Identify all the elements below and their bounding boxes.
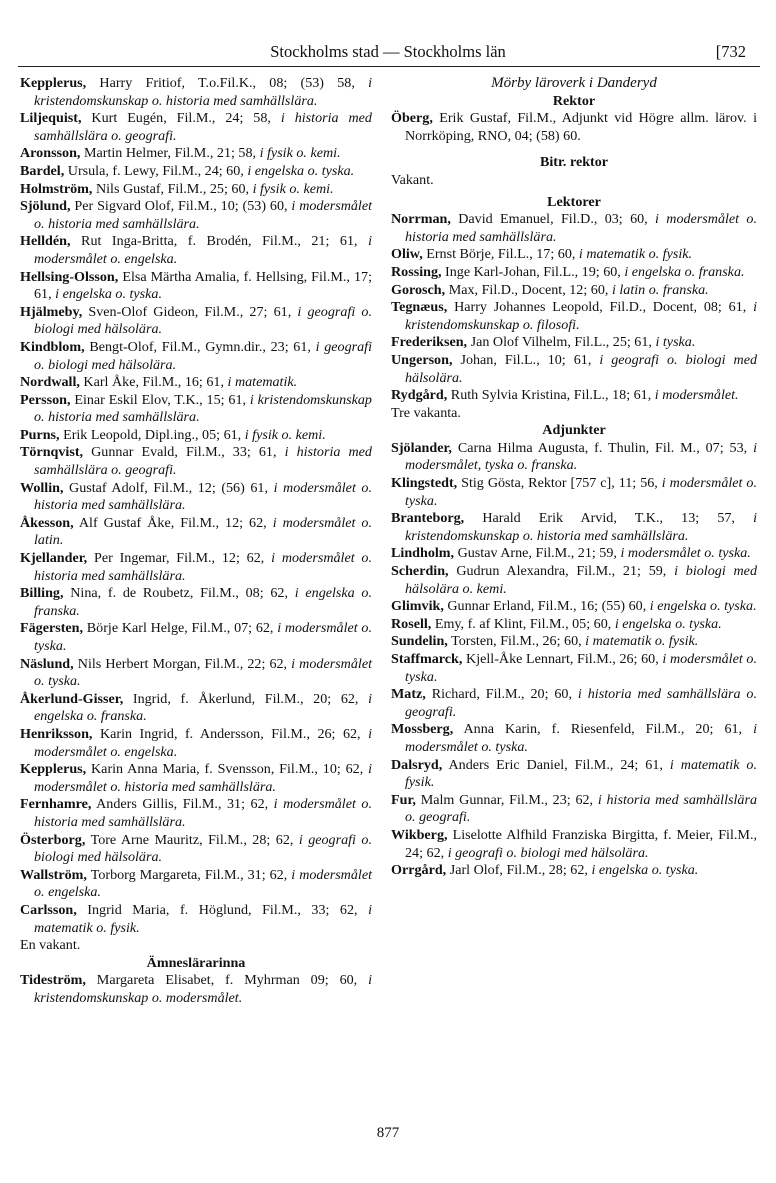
running-title: Stockholms stad — Stockholms län <box>270 42 506 61</box>
entry-subjects: i modersmålet o. tyska. <box>34 620 372 654</box>
entry <box>20 233 372 268</box>
entry <box>20 902 372 937</box>
entry-name: Kepplerus, <box>20 761 87 778</box>
entry-name: Sjölund, <box>20 198 71 215</box>
entry-subjects: i matematik o. fysik. <box>34 901 372 936</box>
entry-info: Börje Karl Helge, Fil.M., 07; 62, <box>83 620 278 637</box>
section-heading-adjunkter: Adjunkter <box>542 422 606 439</box>
entry-subjects: i modersmålet o. historia med samhällslära. <box>405 211 758 245</box>
entry-subjects: i kristendomskunskap o. filosofi. <box>405 299 757 333</box>
entry-info: Jan Olof Vilhelm, Fil.L., 25; 61, <box>467 334 656 351</box>
entry <box>391 616 757 634</box>
entry-info: Malm Gunnar, Fil.M., 23; 62, <box>415 791 598 808</box>
entry <box>391 545 757 563</box>
entry <box>391 862 757 880</box>
entry <box>20 620 372 655</box>
entry-name: Matz, <box>391 686 426 703</box>
bitr-rektor-vacant: Vakant. <box>391 171 434 188</box>
entry-subjects: i biologi med hälsolära o. kemi. <box>405 563 757 597</box>
entry-name: Persson, <box>20 391 71 408</box>
entry-subjects: i modersmålet o. historia med samhällslära. <box>34 550 372 584</box>
entry-subjects: i modersmålet. <box>654 387 739 404</box>
entry-info: Liselotte Alfhild Franziska Birgitta, f. Meier, Fil.M., 24; 62, <box>405 826 757 861</box>
entry-info: Kjell-Åke Lennart, Fil.M., 26; 60, <box>462 651 663 667</box>
entry-subjects: i modersmålet, tyska o. franska. <box>405 439 757 474</box>
entry-info: Torsten, Fil.M., 26; 60, <box>447 633 586 650</box>
entry-info: Karin Anna Maria, f. Svensson, Fil.M., 10; 62, <box>86 761 369 778</box>
entry-info: Martin Helmer, Fil.M., 21; 58, <box>80 145 260 162</box>
entry-info: Einar Eskil Elov, T.K., 15; 61, <box>70 391 250 408</box>
entry <box>20 75 372 110</box>
entry-subjects: i historia med samhällslära o. geografi. <box>34 110 372 144</box>
page-number: 877 <box>376 1125 400 1141</box>
entry-info: Anders Gillis, Fil.M., 31; 62, <box>91 796 274 813</box>
entry-subjects: i modersmålet o. historia med samhällslära. <box>34 796 372 830</box>
entry-info: Harry Johannes Leopold, Fil.D., Docent, 08; 61, <box>447 299 754 316</box>
entry-info: Harry Fritiof, T.o.Fil.K., 08; (53) 58, <box>86 75 369 91</box>
entry-subjects: i kristendomskunskap o. historia med samhällslära. <box>34 75 372 109</box>
entry-name: Helldén, <box>20 233 71 250</box>
entry-subjects: i kristendomskunskap o. modersmålet. <box>34 972 372 1006</box>
entry-subjects: i fysik o. kemi. <box>244 426 326 443</box>
entry-subjects: i geografi o. biologi med hälsolära. <box>34 303 372 338</box>
entry <box>20 972 372 1007</box>
entry-info: Ernst Börje, Fil.L., 17; 60, <box>422 246 579 263</box>
entry <box>391 563 757 598</box>
entry-name: Sundelin, <box>391 633 448 650</box>
entry-info: Karl Åke, Fil.M., 16; 61, <box>79 374 228 391</box>
entry <box>20 726 372 761</box>
entry <box>391 110 757 145</box>
entry <box>391 686 757 721</box>
entry <box>20 181 372 199</box>
entry-subjects: i matematik. <box>227 374 298 391</box>
entry-name: Kjellander, <box>20 550 88 567</box>
entry-subjects: i engelska o. tyska. <box>247 162 355 179</box>
entry-info: Anna Karin, f. Riesenfeld, Fil.M., 20; 61, <box>453 721 754 738</box>
entry-info: Per Ingemar, Fil.M., 12; 62, <box>87 550 272 567</box>
entry-name: Billing, <box>20 585 64 602</box>
entry-subjects: i historia med samhällslära o. geografi. <box>405 686 758 720</box>
entry-info: Torborg Margareta, Fil.M., 31; 62, <box>86 866 292 883</box>
entry <box>391 757 757 792</box>
entry <box>20 269 372 304</box>
entry <box>391 633 757 651</box>
entry <box>20 339 372 374</box>
entry-info: Emy, f. af Klint, Fil.M., 05; 60, <box>431 615 615 632</box>
entry-name: Liljequist, <box>20 110 82 127</box>
entry-name: Wallström, <box>20 866 87 883</box>
entry-subjects: i engelska o. tyska. <box>55 286 162 303</box>
entry <box>20 796 372 831</box>
right-column <box>391 75 757 880</box>
entry-subjects: i geografi o. biologi med hälsolära. <box>34 831 372 866</box>
entry-name: Nordwall, <box>20 374 80 391</box>
entry-subjects: i fysik o. kemi. <box>252 180 334 197</box>
entry-info: Bengt-Olof, Fil.M., Gymn.dir., 23; 61, <box>84 338 316 355</box>
entry-subjects: i geografi o. biologi med hälsolära. <box>447 844 649 861</box>
entry-info: Nils Herbert Morgan, Fil.M., 22; 62, <box>73 655 292 672</box>
entry-name: Bardel, <box>20 162 65 179</box>
entry-info: Harald Erik Arvid, T.K., 13; 57, <box>464 510 754 527</box>
entry-subjects: i engelska o. tyska. <box>649 598 757 615</box>
entry-info: David Emanuel, Fil.D., 03; 60, <box>450 211 656 228</box>
entry-name: Staffmarck, <box>391 651 463 667</box>
entry-name: Gorosch, <box>391 281 446 298</box>
entry-name: Tideström, <box>20 972 86 989</box>
entry-name: Sjölander, <box>391 439 452 456</box>
entry <box>20 374 372 392</box>
entry-info: Sven-Olof Gideon, Fil.M., 27; 61, <box>82 303 298 320</box>
entry-subjects: i engelska o. franska. <box>624 263 745 280</box>
entry-name: Ungerson, <box>391 351 453 368</box>
entry-name: Wollin, <box>20 479 64 496</box>
entry-subjects: i historia med samhällslära o. geografi. <box>34 444 372 479</box>
entry-info: Elsa Märtha Amalia, f. Hellsing, Fil.M., 17; 61, <box>34 268 372 303</box>
entry-subjects: i engelska o. tyska. <box>614 615 722 632</box>
entry-info: Johan, Fil.L., 10; 61, <box>452 351 600 368</box>
entry-info: Carna Hilma Augusta, f. Thulin, Fil. M., 07; 53, <box>451 439 754 456</box>
entry-name: Lindholm, <box>391 545 455 562</box>
entry-name: Kepplerus, <box>20 75 87 91</box>
entry-info: Alf Gustaf Åke, Fil.M., 12; 62, <box>73 514 273 531</box>
entry-info: Gustaf Adolf, Fil.M., 12; (56) 61, <box>63 479 274 496</box>
entry-subjects: i modersmålet o. tyska. <box>405 651 757 685</box>
entry <box>20 550 372 585</box>
entry <box>20 110 372 145</box>
entry-name: Österborg, <box>20 831 86 848</box>
entry <box>391 792 757 827</box>
entry-info: Anders Eric Daniel, Fil.M., 24; 61, <box>442 756 670 773</box>
entry <box>20 304 372 339</box>
entry <box>391 246 757 264</box>
entry <box>391 211 757 246</box>
entry-name: Holmström, <box>20 180 93 197</box>
entry-subjects: i modersmålet o. engelska. <box>34 866 372 901</box>
entry-name: Fägersten, <box>20 620 84 637</box>
entry-subjects: i kristendomskunskap o. historia med samhällslära. <box>405 510 757 544</box>
entry <box>20 480 372 515</box>
entry-subjects: i modersmålet o. latin. <box>34 514 372 549</box>
entry-name: Henriksson, <box>20 725 93 742</box>
entry-name: Hellsing-Olsson, <box>20 268 119 285</box>
entry-name: Glimvik, <box>391 598 444 615</box>
left-entry-list <box>20 75 372 937</box>
entry-info: Rut Inga-Britta, f. Brodén, Fil.M., 21; 61, <box>70 233 369 250</box>
entry-info: Erik Leopold, Dipl.ing., 05; 61, <box>59 426 245 443</box>
page-reference: [732 <box>715 42 746 61</box>
entry-info: Kurt Eugén, Fil.M., 24; 58, <box>81 110 281 127</box>
entry-subjects: i geografi o. biologi med hälsolära. <box>405 351 757 386</box>
entry-subjects: i modersmålet o. engelska. <box>34 233 372 267</box>
entry-subjects: i modersmålet o. tyska. <box>620 545 751 562</box>
lektor-entry-list <box>391 211 757 405</box>
entry-subjects: i modersmålet o. tyska. <box>405 721 757 755</box>
entry-name: Branteborg, <box>391 510 465 527</box>
left-vacant-note: En vakant. <box>20 937 81 954</box>
entry-name: Rosell, <box>391 615 432 632</box>
entry-info: Jarl Olof, Fil.M., 28; 62, <box>446 862 592 879</box>
entry <box>20 832 372 867</box>
entry-name: Dalsryd, <box>391 756 443 773</box>
header-rule <box>18 66 760 67</box>
entry-name: Scherdin, <box>391 563 449 580</box>
entry-subjects: i modersmålet o. tyska. <box>405 475 758 509</box>
section-heading-bitr-rektor: Bitr. rektor <box>539 154 609 171</box>
entry <box>391 510 757 545</box>
entry-subjects: i modersmålet o. historia med samhällslära. <box>34 479 372 514</box>
page-header <box>0 42 776 68</box>
entry-subjects: i matematik o. fysik. <box>578 246 693 263</box>
entry-subjects: i modersmålet o. historia med samhällslära. <box>34 761 372 795</box>
entry-subjects: i engelska o. franska. <box>34 585 373 619</box>
entry-name: Wikberg, <box>391 826 448 843</box>
entry-info: Stig Gösta, Rektor [757 c], 11; 56, <box>457 475 662 492</box>
entry <box>20 444 372 479</box>
entry-name: Åkerlund-Gisser, <box>20 690 124 707</box>
entry <box>391 334 757 352</box>
entry-subjects: i engelska o. tyska. <box>591 862 699 879</box>
entry-info: Inge Karl-Johan, Fil.L., 19; 60, <box>441 263 625 280</box>
entry-name: Åkesson, <box>20 514 74 531</box>
entry-name: Purns, <box>20 426 60 443</box>
entry-name: Orrgård, <box>391 862 447 879</box>
section-heading-amneslararinna: Ämneslärarinna <box>146 954 246 971</box>
entry-name: Norrman, <box>391 211 451 228</box>
entry-info: Gunnar Evald, Fil.M., 33; 61, <box>83 444 285 461</box>
entry-name: Näslund, <box>20 655 74 672</box>
entry-name: Mossberg, <box>391 721 454 738</box>
entry <box>391 598 757 616</box>
section-heading-lektorer: Lektorer <box>547 193 601 210</box>
entry-subjects: i tyska. <box>655 334 696 351</box>
entry <box>20 691 372 726</box>
entry <box>391 352 757 387</box>
entry <box>391 651 757 686</box>
lektorer-vacant-note: Tre vakanta. <box>391 404 461 421</box>
entry-subjects: i modersmålet o. engelska. <box>34 725 372 760</box>
entry-name: Hjälmeby, <box>20 303 83 320</box>
entry-subjects: i latin o. franska. <box>611 281 709 298</box>
section-heading-rektor: Rektor <box>552 92 596 109</box>
entry-subjects: i historia med samhällslära o. geografi. <box>405 791 757 826</box>
entry <box>20 427 372 445</box>
entry-subjects: i fysik o. kemi. <box>259 145 341 162</box>
entry-name: Fur, <box>391 791 416 808</box>
entry-name: Tegnæus, <box>391 299 448 316</box>
entry <box>20 867 372 902</box>
entry-subjects: i matematik o. fysik. <box>405 756 757 791</box>
entry <box>391 827 757 862</box>
entry-info: Ursula, f. Lewy, Fil.M., 24; 60, <box>64 162 248 179</box>
entry <box>20 145 372 163</box>
entry-info: Ruth Sylvia Kristina, Fil.L., 18; 61, <box>447 387 655 404</box>
entry-name: Rossing, <box>391 263 442 280</box>
entry-info: Nina, f. de Roubetz, Fil.M., 08; 62, <box>63 585 295 602</box>
entry-info: Ingrid Maria, f. Höglund, Fil.M., 33; 62, <box>76 901 369 918</box>
entry-subjects: i geografi o. biologi med hälsolära. <box>34 338 372 373</box>
entry-info: Per Sigvard Olof, Fil.M., 10; (53) 60, <box>70 198 292 215</box>
entry-info: Gudrun Alexandra, Fil.M., 21; 59, <box>448 563 675 580</box>
school-title: Mörby läroverk i Danderyd <box>491 75 657 91</box>
entry-info: Nils Gustaf, Fil.M., 25; 60, <box>92 180 253 197</box>
entry <box>20 761 372 796</box>
entry-info: Gustav Arne, Fil.M., 21; 59, <box>454 545 621 562</box>
entry-info: Gunnar Erland, Fil.M., 16; (55) 60, <box>443 598 650 615</box>
entry-name: Törnqvist, <box>20 444 84 461</box>
entry-info: Ingrid, f. Åkerlund, Fil.M., 20; 62, <box>123 690 369 707</box>
entry-name: Rydgård, <box>391 387 448 404</box>
entry <box>391 282 757 300</box>
entry-info: Erik Gustaf, Fil.M., Adjunkt vid Högre allm. lärov. i Norrköping, RNO, 04; (58) 60. <box>405 110 757 144</box>
entry <box>20 163 372 181</box>
entry <box>391 475 757 510</box>
entry-subjects: i modersmålet o. tyska. <box>34 655 372 690</box>
entry-info: Richard, Fil.M., 20; 60, <box>425 686 578 703</box>
entry-name: Klingstedt, <box>391 475 458 492</box>
entry <box>20 198 372 233</box>
entry-info: Karin Ingrid, f. Andersson, Fil.M., 26; 62, <box>92 725 369 742</box>
entry-subjects: i kristendomskunskap o. historia med samhällslära. <box>34 391 372 426</box>
entry <box>20 392 372 427</box>
entry-subjects: i matematik o. fysik. <box>585 633 699 650</box>
entry <box>391 299 757 334</box>
entry-info: Margareta Elisabet, f. Myhrman 09; 60, <box>85 972 369 989</box>
entry-name: Frederiksen, <box>391 334 468 351</box>
entry <box>20 656 372 691</box>
left-column <box>20 75 372 1007</box>
entry <box>391 721 757 756</box>
entry <box>391 387 757 405</box>
entry <box>20 585 372 620</box>
entry-subjects: i modersmålet o. historia med samhällslära. <box>34 198 373 232</box>
entry-subjects: i engelska o. franska. <box>34 690 372 725</box>
entry <box>391 264 757 282</box>
entry-name: Carlsson, <box>20 901 77 918</box>
entry-info: Max, Fil.D., Docent, 12; 60, <box>445 281 612 298</box>
entry <box>20 515 372 550</box>
entry <box>391 440 757 475</box>
adjunkt-entry-list <box>391 440 757 880</box>
entry-name: Öberg, <box>391 110 433 127</box>
entry-name: Fernhamre, <box>20 796 92 813</box>
entry-name: Oliw, <box>391 246 423 263</box>
entry-info: Tore Arne Mauritz, Fil.M., 28; 62, <box>85 831 299 848</box>
entry-name: Aronsson, <box>20 145 81 162</box>
entry-name: Kindblom, <box>20 338 85 355</box>
